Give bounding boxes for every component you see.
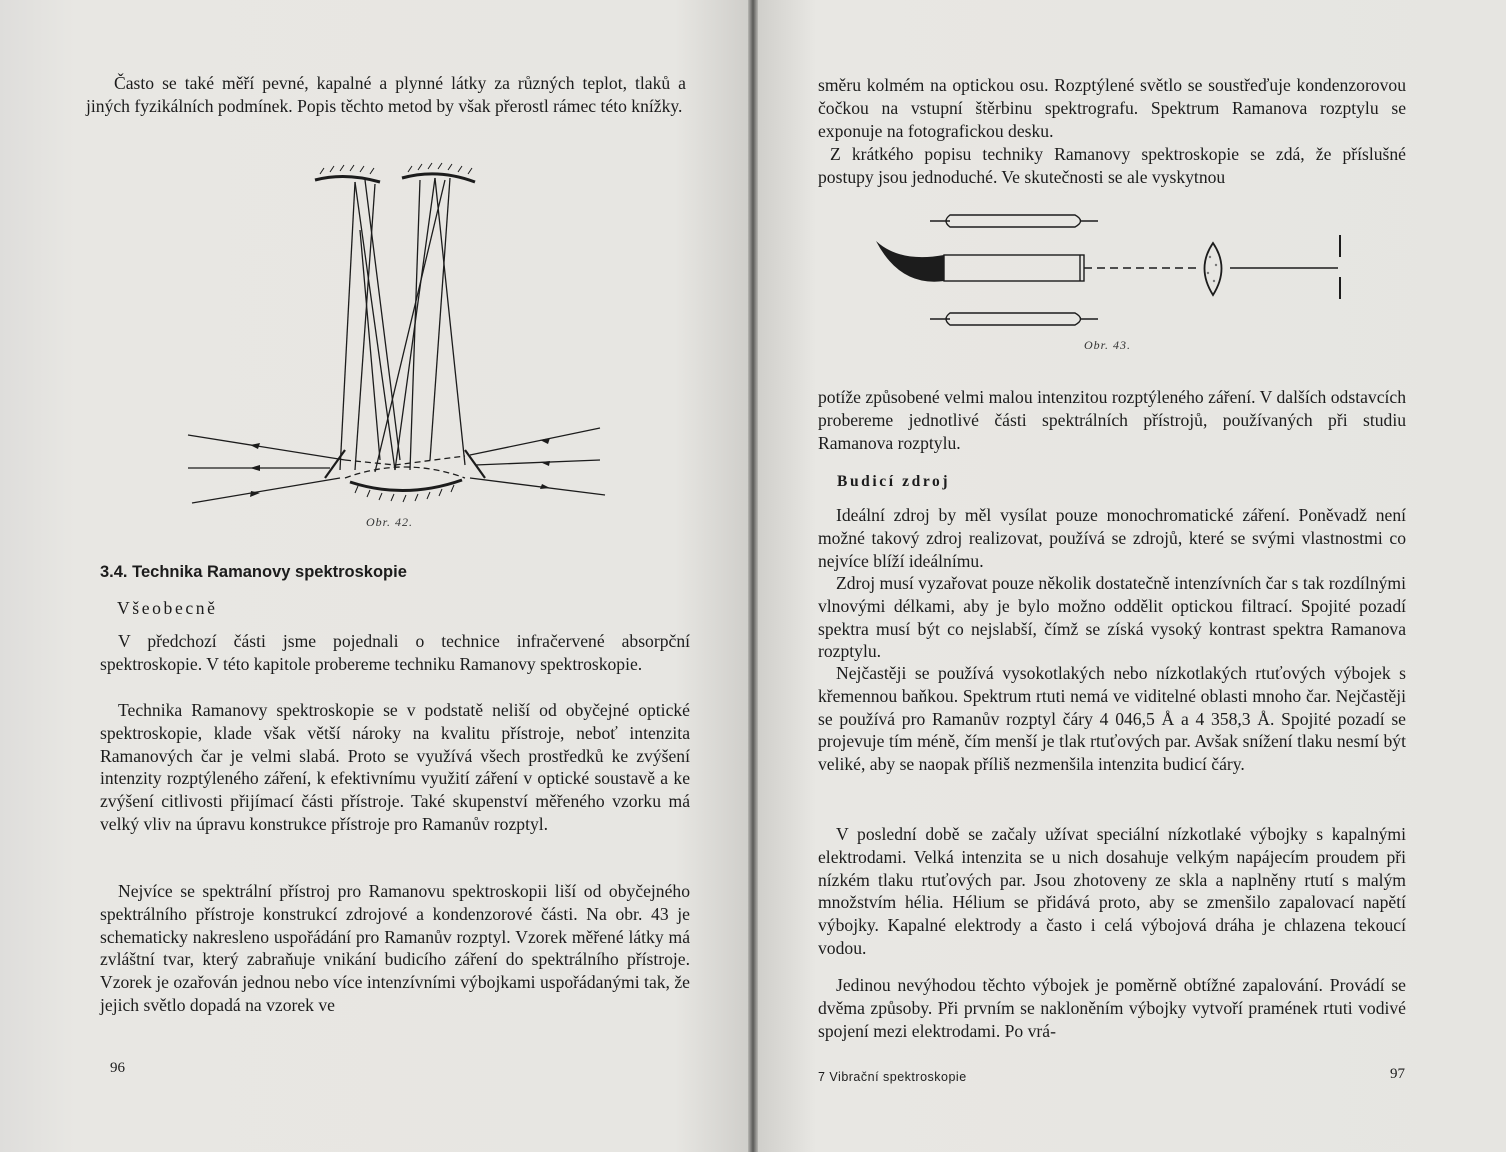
mirror-ray-diagram-icon (180, 160, 620, 530)
left-paragraph-3: Nejvíce se spektrální přístroj pro Ramanovu spektroskopii liší od obyčejného spektrálního přístroje konstrukcí zdrojové a kondenzorové části. Na obr. 43 je schematicky nakresleno uspořádání pro Ramanův rozptyl. Vzorek měřené látky má zvláštní tvar, který zabraňuje vnikání budicího záření do spektrálního přístroje. Vzorek je ozařován jednou nebo více intenzívními výbojkami uspořádanými tak, že jejich světlo dopadá na vzorek ve (100, 881, 690, 1015)
figure-43-caption: Obr. 43. (1084, 338, 1132, 352)
right-paragraph-2: Zdroj musí vyzařovat pouze několik dostatečně intenzívních čar s tak rozdílnými vlnovými délkami, aby je bylo možno oddělit optickou filtrací. Spojité pozadí spektra musí být co nejslabší, čímž se získá vysoký kontrast spektra Ramanova rozptylu. (818, 573, 1406, 662)
right-paragraph-3: Nejčastěji se používá vysokotlakých nebo nízkotlakých rtuťových výbojek s křemennou baňkou. Spektrum rtuti nemá ve viditelné oblasti mnoho čar. Nejčastěji se používá pro Ramanův rozptyl čáry 4 046,5 Å a 4 358,3 Å. Spojité pozadí se projevuje tím méně, čím menší je tlak rtuťových par. Avšak snížení tlaku nesmí být veliké, aby se naopak příliš nezmenšila intenzita budicí čáry. (818, 663, 1406, 775)
right-paragraph-5: Jedinou nevýhodou těchto výbojek je poměrně obtížné zapalování. Provádí se dvěma způsoby. Při prvním se nakloněním výbojky vytvoří pramének rtuti vodivé spojení mezi elektrodami. Po vrá- (818, 975, 1406, 1041)
right-intro-paragraph-1: směru kolmém na optickou osu. Rozptýlené světlo se soustřeďuje kondenzorovou čočkou na vstupní štěrbinu spektrografu. Spektrum Ramanova rozptylu se exponuje na fotografickou desku. (818, 75, 1406, 141)
left-subheading: Všeobecně (117, 598, 218, 618)
right-paragraph-4: V poslední době se začaly užívat speciální nízkotlaké výbojky s kapalnými elektrodami. Velká intenzita se u nich dosahuje velkým napájecím proudem při nízkém tlaku rtuťových par. Jsou zhotoveny ze skla a naplněny rtutí s malým množstvím hélia. Hélium se přidává proto, aby se zmenšilo zapalovací napětí výbojky. Kapalné elektrody a často i celá výbojová dráha je chlazena tekoucí vodou. (818, 824, 1406, 958)
left-paragraph-2: Technika Ramanovy spektroskopie se v podstatě neliší od obyčejné optické spektroskopie, klade však větší nároky na kvalitu přístroje, neboť intenzita Ramanových čar je velmi slabá. Proto se využívá všech prostředků ke zvýšení intenzity rozptýleného záření, k efektivnímu využití záření v optické soustavě a ke zvýšení citlivosti přijímací části přístroje. Také skupenství měřeného vzorku má velký vliv na úpravu konstrukce přístroje pro Ramanův rozptyl. (100, 700, 690, 834)
raman-lamp-arrangement-icon (870, 205, 1350, 325)
left-intro-paragraph: Často se také měří pevné, kapalné a plynné látky za různých teplot, tlaků a jiných fyzikálních podmínek. Popis těchto metod by však přerostl rámec této knížky. (86, 73, 686, 116)
right-intro-paragraph-2: Z krátkého popisu techniky Ramanovy spektroskopie se zdá, že příslušné postupy jsou jednoduché. Ve skutečnosti se ale vyskytnou (818, 144, 1406, 187)
book-gutter (748, 0, 758, 1152)
chapter-footer: 7 Vibrační spektroskopie (818, 1070, 967, 1084)
right-page-number: 97 (1390, 1066, 1405, 1082)
left-page-number: 96 (110, 1060, 125, 1076)
left-paragraph-1: V předchozí části jsme pojednali o technice infračervené absorpční spektroskopie. V této kapitole probereme techniku Ramanovy spektroskopie. (100, 631, 690, 674)
figure-42-caption: Obr. 42. (366, 515, 414, 529)
right-subheading: Budicí zdroj (837, 473, 951, 490)
right-after-figure-paragraph: potíže způsobené velmi malou intenzitou rozptýleného záření. V dalších odstavcích probereme jednotlivé části spektrálních přístrojů, používaných při studiu Ramanova rozptylu. (818, 387, 1406, 453)
section-heading: 3.4. Technika Ramanovy spektroskopie (100, 563, 407, 581)
right-paragraph-1: Ideální zdroj by měl vysílat pouze monochromatické záření. Poněvadž není možné takový zdroj realizovat, používá se zdrojů, které se svými vlastnostmi co nejvíce blíží ideálnímu. (818, 505, 1406, 571)
